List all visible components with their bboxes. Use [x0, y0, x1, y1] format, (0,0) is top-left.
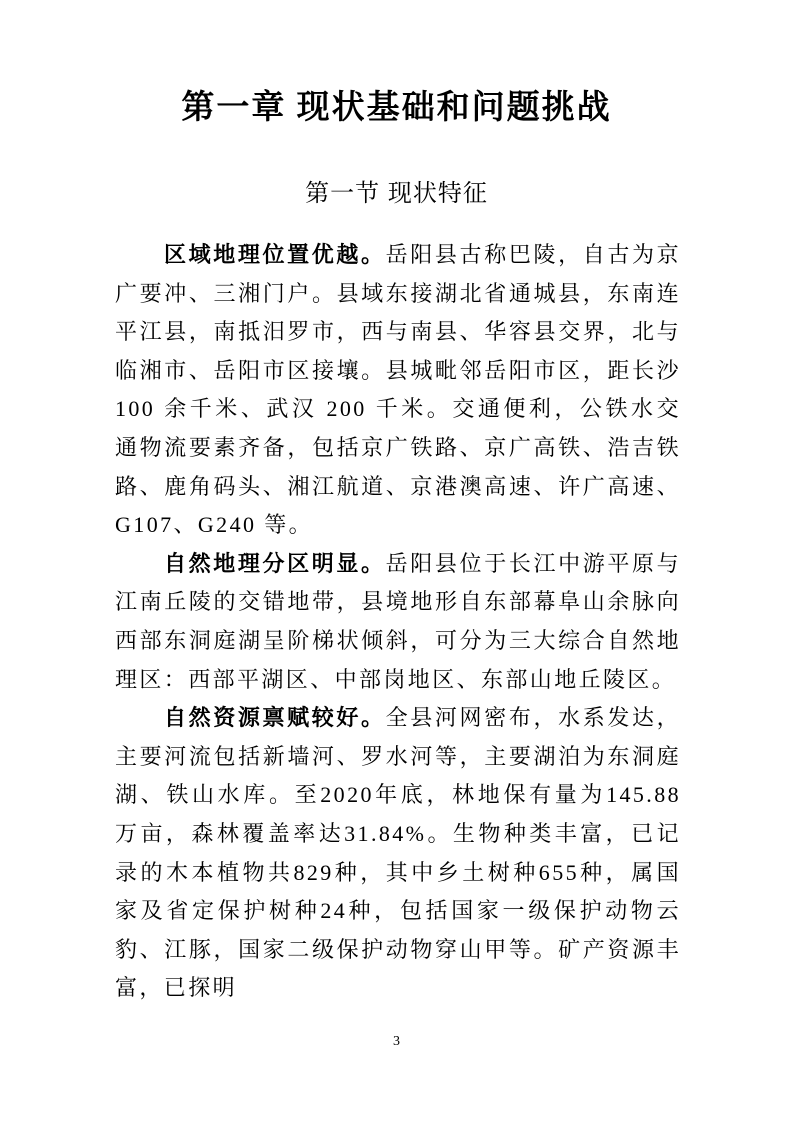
section-title: 第一节 现状特征 — [305, 180, 488, 207]
chapter-title: 第一章 现状基础和问题挑战 — [181, 90, 612, 126]
paragraph-region-location — [115, 236, 681, 545]
paragraph-text: 岳阳县位于长江中游平原与江南丘陵的交错地带，县境地形自东部幕阜山余脉向西部东洞庭湖呈阶梯状倾斜，可分为三大综合自然地理区：西部平湖区、中部岗地区、东部山地丘陵区。 — [115, 550, 681, 692]
paragraph-lead: 自然地理分区明显。 — [164, 550, 386, 576]
paragraph-lead: 自然资源禀赋较好。 — [164, 705, 386, 731]
page-number: 3 — [393, 1034, 400, 1049]
document-body — [115, 236, 681, 1008]
paragraph-natural-geography — [115, 545, 681, 699]
paragraph-lead: 区域地理位置优越。 — [164, 242, 386, 267]
paragraph-natural-resources — [115, 699, 681, 1008]
paragraph-text: 岳阳县古称巴陵，自古为京广要冲、三湘门户。县域东接湖北省通城县，东南连平江县，南抵汨罗市，西与南县、华容县交界，北与临湘市、岳阳市区接壤。县城毗邻岳阳市区，距长沙 100 余千米、武汉 200 千米。交通便利，公铁水交通物流要素齐备，包括京广铁路、京广高铁、浩吉铁路、鹿角码头、湘江航道、京港澳高速、许广高速、G107、G240 等。 — [115, 242, 681, 538]
paragraph-text: 全县河网密布，水系发达，主要河流包括新墙河、罗水河等，主要湖泊为东洞庭湖、铁山水库。至2020年底，林地保有量为145.88万亩，森林覆盖率达31.84%。生物种类丰富，已记录的木本植物共829种，其中乡土树种655种，属国家及省定保护树种24种，包括国家一级保护动物云豹、江豚，国家二级保护动物穿山甲等。矿产资源丰富，已探明 — [115, 705, 681, 1001]
